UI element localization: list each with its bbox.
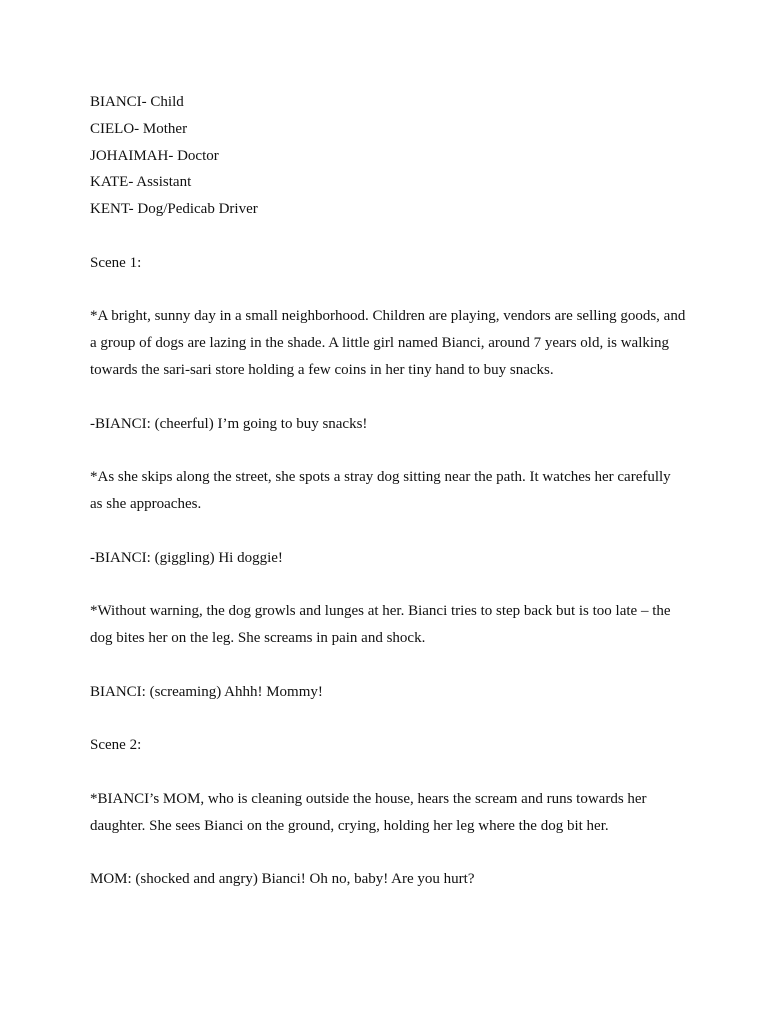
cast-list — [90, 89, 686, 223]
cast-item-cielo: CIELO- Mother — [90, 120, 188, 137]
cast-item-kent: KENT- Dog/Pedicab Driver — [90, 201, 258, 218]
stage-direction: *BIANCI’s MOM, who is cleaning outside the house, hears the scream and runs towards her daughter. She sees Bianci on the ground, crying, holding her leg where the dog bit her. — [90, 790, 647, 834]
cast-item-kate: KATE- Assistant — [90, 174, 192, 191]
stage-direction: *A bright, sunny day in a small neighborhood. Children are playing, vendors are selling goods, and a group of dogs are lazing in the shade. A little girl named Bianci, around 7 years old, is walking towards the sari-sari store holding a few coins in her tiny hand to buy snacks. — [90, 308, 686, 378]
script-body — [90, 89, 686, 920]
dialogue-line: BIANCI: (screaming) Ahhh! Mommy! — [90, 683, 323, 700]
scene-heading-2: Scene 2: — [90, 737, 142, 754]
dialogue-line: -BIANCI: (cheerful) I’m going to buy snacks! — [90, 415, 368, 432]
dialogue-line: MOM: (shocked and angry) Bianci! Oh no, baby! Are you hurt? — [90, 871, 475, 888]
dialogue-line: -BIANCI: (giggling) Hi doggie! — [90, 549, 283, 566]
cast-item-bianci: BIANCI- Child — [90, 94, 184, 110]
stage-direction: *As she skips along the street, she spots a stray dog sitting near the path. It watches her carefully as she approaches. — [90, 469, 671, 512]
stage-direction: *Without warning, the dog growls and lunges at her. Bianci tries to step back but is too late – the dog bites her on the leg. She screams in pain and shock. — [90, 603, 671, 646]
cast-item-johaimah: JOHAIMAH- Doctor — [90, 147, 219, 164]
scene-heading-1: Scene 1: — [90, 254, 142, 271]
